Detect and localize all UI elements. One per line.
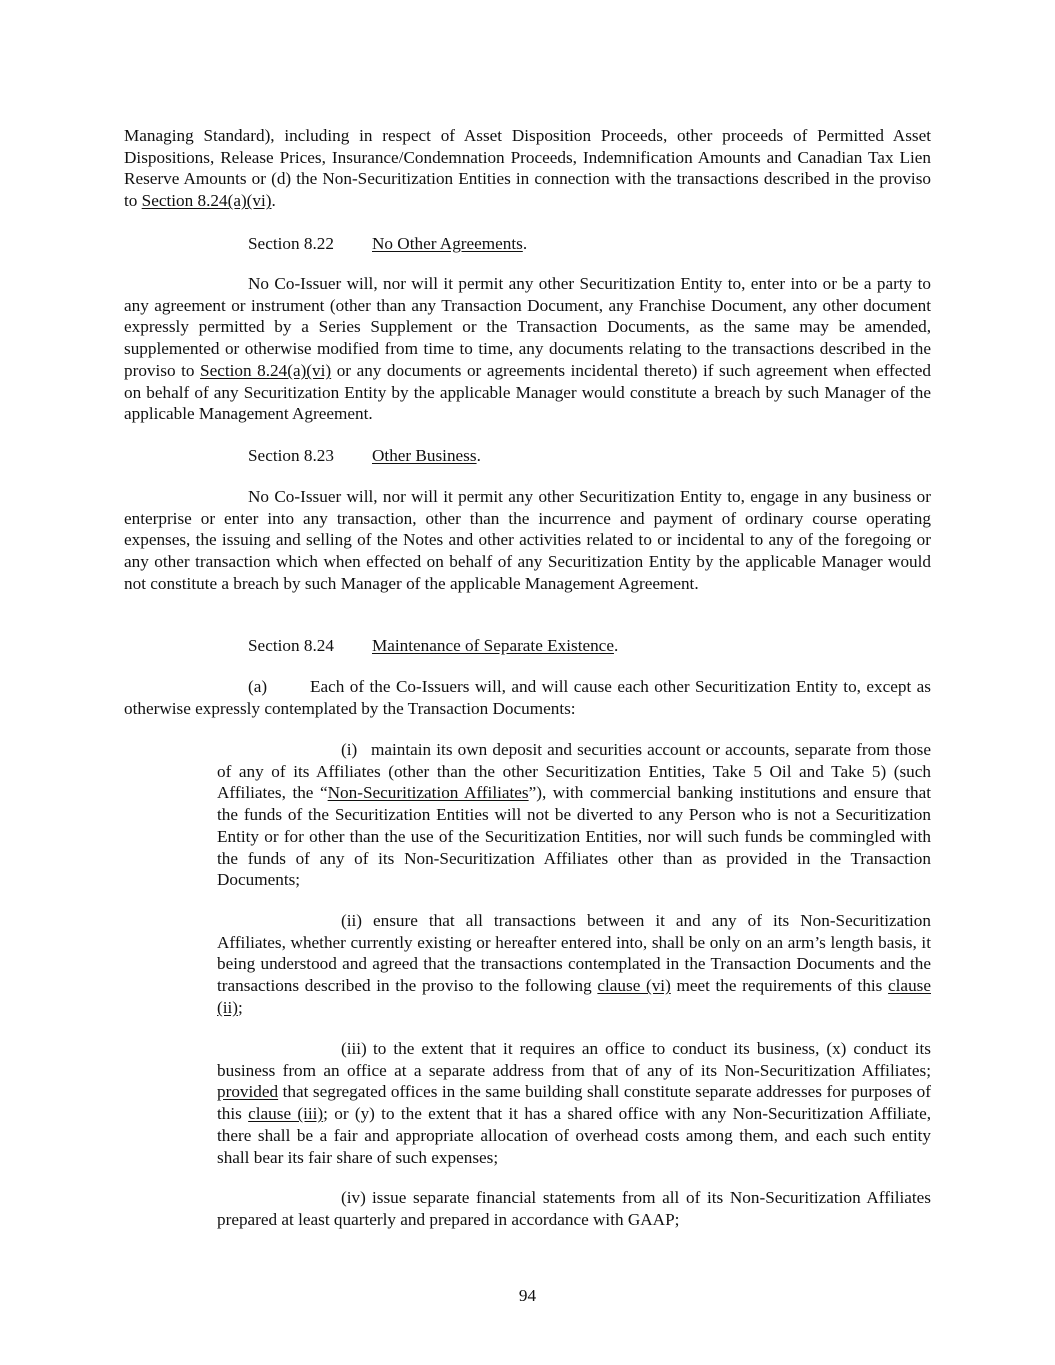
clause-label: (ii) (341, 911, 362, 930)
clause-i: (i) maintain its own deposit and securities account or accounts, separate from those of any of its Affiliates (other than the other Securitization Entities, Take 5 Oil and Take 5) (such Affiliates, the “Non-Securitization Affiliates”), with commercial banking institutions and ensure that the funds of the Securitization Entities will not be diverted to any Person who is not a Securitization Entity or for other than the use of the Securitization Entities, nor will such funds be commingled with the funds of any of its Non-Securitization Affiliates other than as provided in the Transaction Documents; (217, 740, 931, 890)
section-8-24-a-vi-reference: Section 8.24(a)(vi) (200, 360, 332, 380)
clause-ii: (ii) ensure that all transactions between it and any of its Non-Securitization Affiliates, whether currently existing or hereafter entered into, shall be only on an arm’s length basis, it being understood and agreed that the transactions contemplated in the Transaction Documents and the transactions described in the proviso to the following clause (vi) meet the requirements of this clause (ii); (217, 911, 931, 1017)
clause-iii: (iii) to the extent that it requires an office to conduct its business, (x) conduct its business from an office at a separate address from that of any of its Non-Securitization Affiliates; provided that segregated offices in the same building shall constitute separate addresses for purposes of this clause (iii); or (y) to the extent that it has a shared office with any Non-Securitization Affiliate, there shall be a fair and appropriate allocation of overhead costs among them, and each such entity shall bear its fair share of such expenses; (217, 1039, 931, 1167)
clause-label: (iii) (341, 1039, 367, 1058)
section-title: No Other Agreements (372, 234, 523, 253)
clause-label: (iv) (341, 1188, 366, 1207)
section-8-22-heading: Section 8.22 No Other Agreements. (248, 234, 528, 253)
clause-iii-reference: clause (iii) (248, 1104, 324, 1124)
defined-term: Non-Securitization Affiliates (327, 783, 529, 803)
page-number: 94 (518, 1286, 537, 1305)
section-8-24-a-vi-reference: Section 8.24(a)(vi) (141, 191, 272, 211)
section-title: Other Business (372, 446, 477, 465)
section-8-22-body: No Co-Issuer will, nor will it permit any other Securitization Entity to, enter into or be a party to any agreement or instrument (other than any Transaction Document, any Franchise Document, any other document expressly permitted by a Series Supplement or the Transaction Documents, as the same may be amended, supplemented or otherwise modified from time to time, any documents relating to the transactions described in the proviso to Section 8.24(a)(vi) or any documents or agreements incidental thereto) if such agreement when effected on behalf of any Securitization Entity by the applicable Manager would constitute a breach by such Manager of the applicable Management Agreement. (124, 274, 931, 424)
section-number: Section 8.24 (248, 636, 334, 655)
section-8-24-heading: Section 8.24 Maintenance of Separate Existence. (248, 636, 619, 655)
clause-vi-reference: clause (vi) (597, 976, 671, 996)
section-number: Section 8.23 (248, 446, 334, 465)
clause-ii-reference: clause (ii) (217, 976, 931, 1017)
continuation-text: Managing Standard), including in respect of Asset Disposition Proceeds, other proceeds of Permitted Asset Dispositions, Release Prices, Insurance/Condemnation Proceeds, Indemnification Amounts and Canadian Tax Lien Reserve Amounts or (d) the Non-Securitization Entities in connection with the transactions described in the proviso to (124, 126, 931, 211)
paragraph-label: (a) (248, 677, 268, 696)
paragraph-a: (a) Each of the Co-Issuers will, and will cause each other Securitization Entity to, except as otherwise expressly contemplated by the Transaction Documents: (124, 677, 931, 718)
section-8-23-heading: Section 8.23 Other Business. (248, 446, 481, 465)
clause-iv: (iv) issue separate financial statements from all of its Non-Securitization Affiliates prepared at least quarterly and prepared in accordance with GAAP; (217, 1188, 931, 1229)
provided-term: provided (217, 1082, 279, 1102)
clause-label: (i) (341, 740, 358, 759)
continuation-paragraph: Managing Standard), including in respect of Asset Disposition Proceeds, other proceeds of Permitted Asset Dispositions, Release Prices, Insurance/Condemnation Proceeds, Indemnification Amounts and Canadian Tax Lien Reserve Amounts or (d) the Non-Securitization Entities in connection with the transactions described in the proviso to Section 8.24(a)(vi). (124, 126, 931, 211)
section-8-23-body: No Co-Issuer will, nor will it permit any other Securitization Entity to, engage in any business or enterprise or enter into any transaction, other than the incurrence and payment of ordinary course operating expenses, the issuing and selling of the Notes and other activities related to or incidental to any of the foregoing or any other transaction which when effected on behalf of any Securitization Entity by the applicable Manager would not constitute a breach by such Manager of the applicable Management Agreement. (124, 487, 931, 593)
section-number: Section 8.22 (248, 234, 334, 253)
section-title: Maintenance of Separate Existence (372, 636, 614, 655)
